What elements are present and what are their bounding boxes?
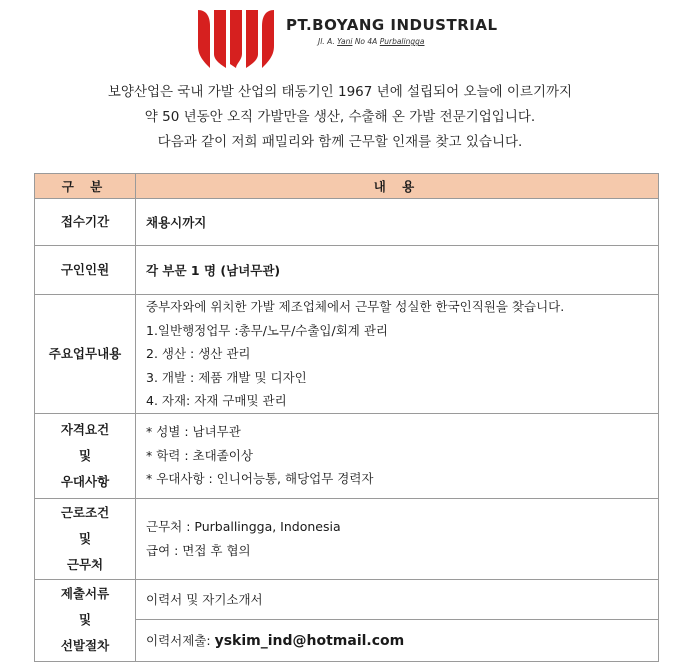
boyang-logo-icon [196, 8, 276, 70]
intro-line: 보양산업은 국내 가발 산업의 태동기인 1967 년에 설립되어 오늘에 이르기까지 [107, 84, 573, 100]
qualification-line: * 학력 : 초대졸이상 [146, 447, 253, 463]
address-number: No 4A [352, 37, 380, 46]
submit-label: 이력서제출: [146, 633, 215, 648]
submission-info [136, 619, 659, 661]
label-line: 우대사항 [60, 473, 110, 489]
contact-email-link[interactable]: yskim_ind@hotmail.com [214, 633, 405, 649]
row-label-conditions [35, 498, 136, 579]
condition-line: 근무처 : Purballingga, Indonesia [146, 519, 341, 534]
duties-line: 4. 자재: 자재 구매및 관리 [146, 393, 287, 408]
row-label-duties: 주요업무내용 [35, 295, 136, 414]
table-row [35, 413, 659, 498]
row-label-documents [35, 579, 136, 661]
table-row [35, 579, 659, 619]
company-block [286, 16, 498, 46]
table-row [35, 246, 659, 295]
label-line: 및 [78, 447, 92, 463]
label-line: 제출서류 [60, 586, 110, 601]
intro-line: 다음과 같이 저희 패밀리와 함께 근무할 인재를 찾고 있습니다. [157, 134, 523, 150]
deadline-value: 채용시까지 [136, 199, 659, 246]
job-posting-table [34, 173, 659, 662]
header-content: 내 용 [136, 174, 659, 199]
table-row [35, 295, 659, 414]
duties-line: 1.일반행정업무 :총무/노무/수출입/회계 관리 [146, 322, 388, 338]
label-line: 근로조건 [60, 504, 110, 520]
label-line: 선발절차 [60, 638, 110, 653]
label-line: 근무처 [66, 556, 104, 572]
table-row [35, 199, 659, 246]
duties-line: 2. 생산 : 생산 관리 [146, 346, 251, 361]
company-name: PT.BOYANG INDUSTRIAL [286, 16, 498, 34]
positions-value: 각 부문 1 명 (남녀무관) [136, 246, 659, 295]
intro-paragraph [0, 80, 680, 155]
duties-content [136, 295, 659, 414]
letterhead [0, 0, 680, 78]
header-category: 구 분 [35, 174, 136, 199]
address-prefix: Jl. A. [318, 37, 338, 46]
intro-line: 약 50 년동안 오직 가발만을 생산, 수출해 온 가발 전문기업입니다. [144, 109, 536, 125]
label-line: 자격요건 [60, 421, 110, 437]
label-line: 및 [78, 612, 92, 627]
documents-required: 이력서 및 자기소개서 [136, 579, 659, 619]
address-city: Purbalingga [379, 37, 425, 46]
table-row [35, 498, 659, 579]
address-street: Yani [337, 37, 353, 46]
row-label-positions: 구인인원 [35, 246, 136, 295]
company-address [318, 37, 498, 46]
table-header-row [35, 174, 659, 199]
row-label-qualifications [35, 413, 136, 498]
conditions-content [136, 498, 659, 579]
row-label-deadline: 접수기간 [35, 199, 136, 246]
duties-line: 중부자와에 위치한 가발 제조업체에서 근무할 성실한 한국인직원을 찾습니다. [146, 299, 565, 314]
qualification-line: * 우대사항 : 인니어능통, 해당업무 경력자 [146, 471, 374, 487]
duties-line: 3. 개발 : 제품 개발 및 디자인 [146, 369, 307, 385]
condition-line: 급여 : 면접 후 협의 [146, 542, 251, 558]
qualification-line: * 성별 : 남녀무관 [146, 424, 241, 440]
label-line: 및 [78, 530, 92, 546]
qualifications-content [136, 413, 659, 498]
